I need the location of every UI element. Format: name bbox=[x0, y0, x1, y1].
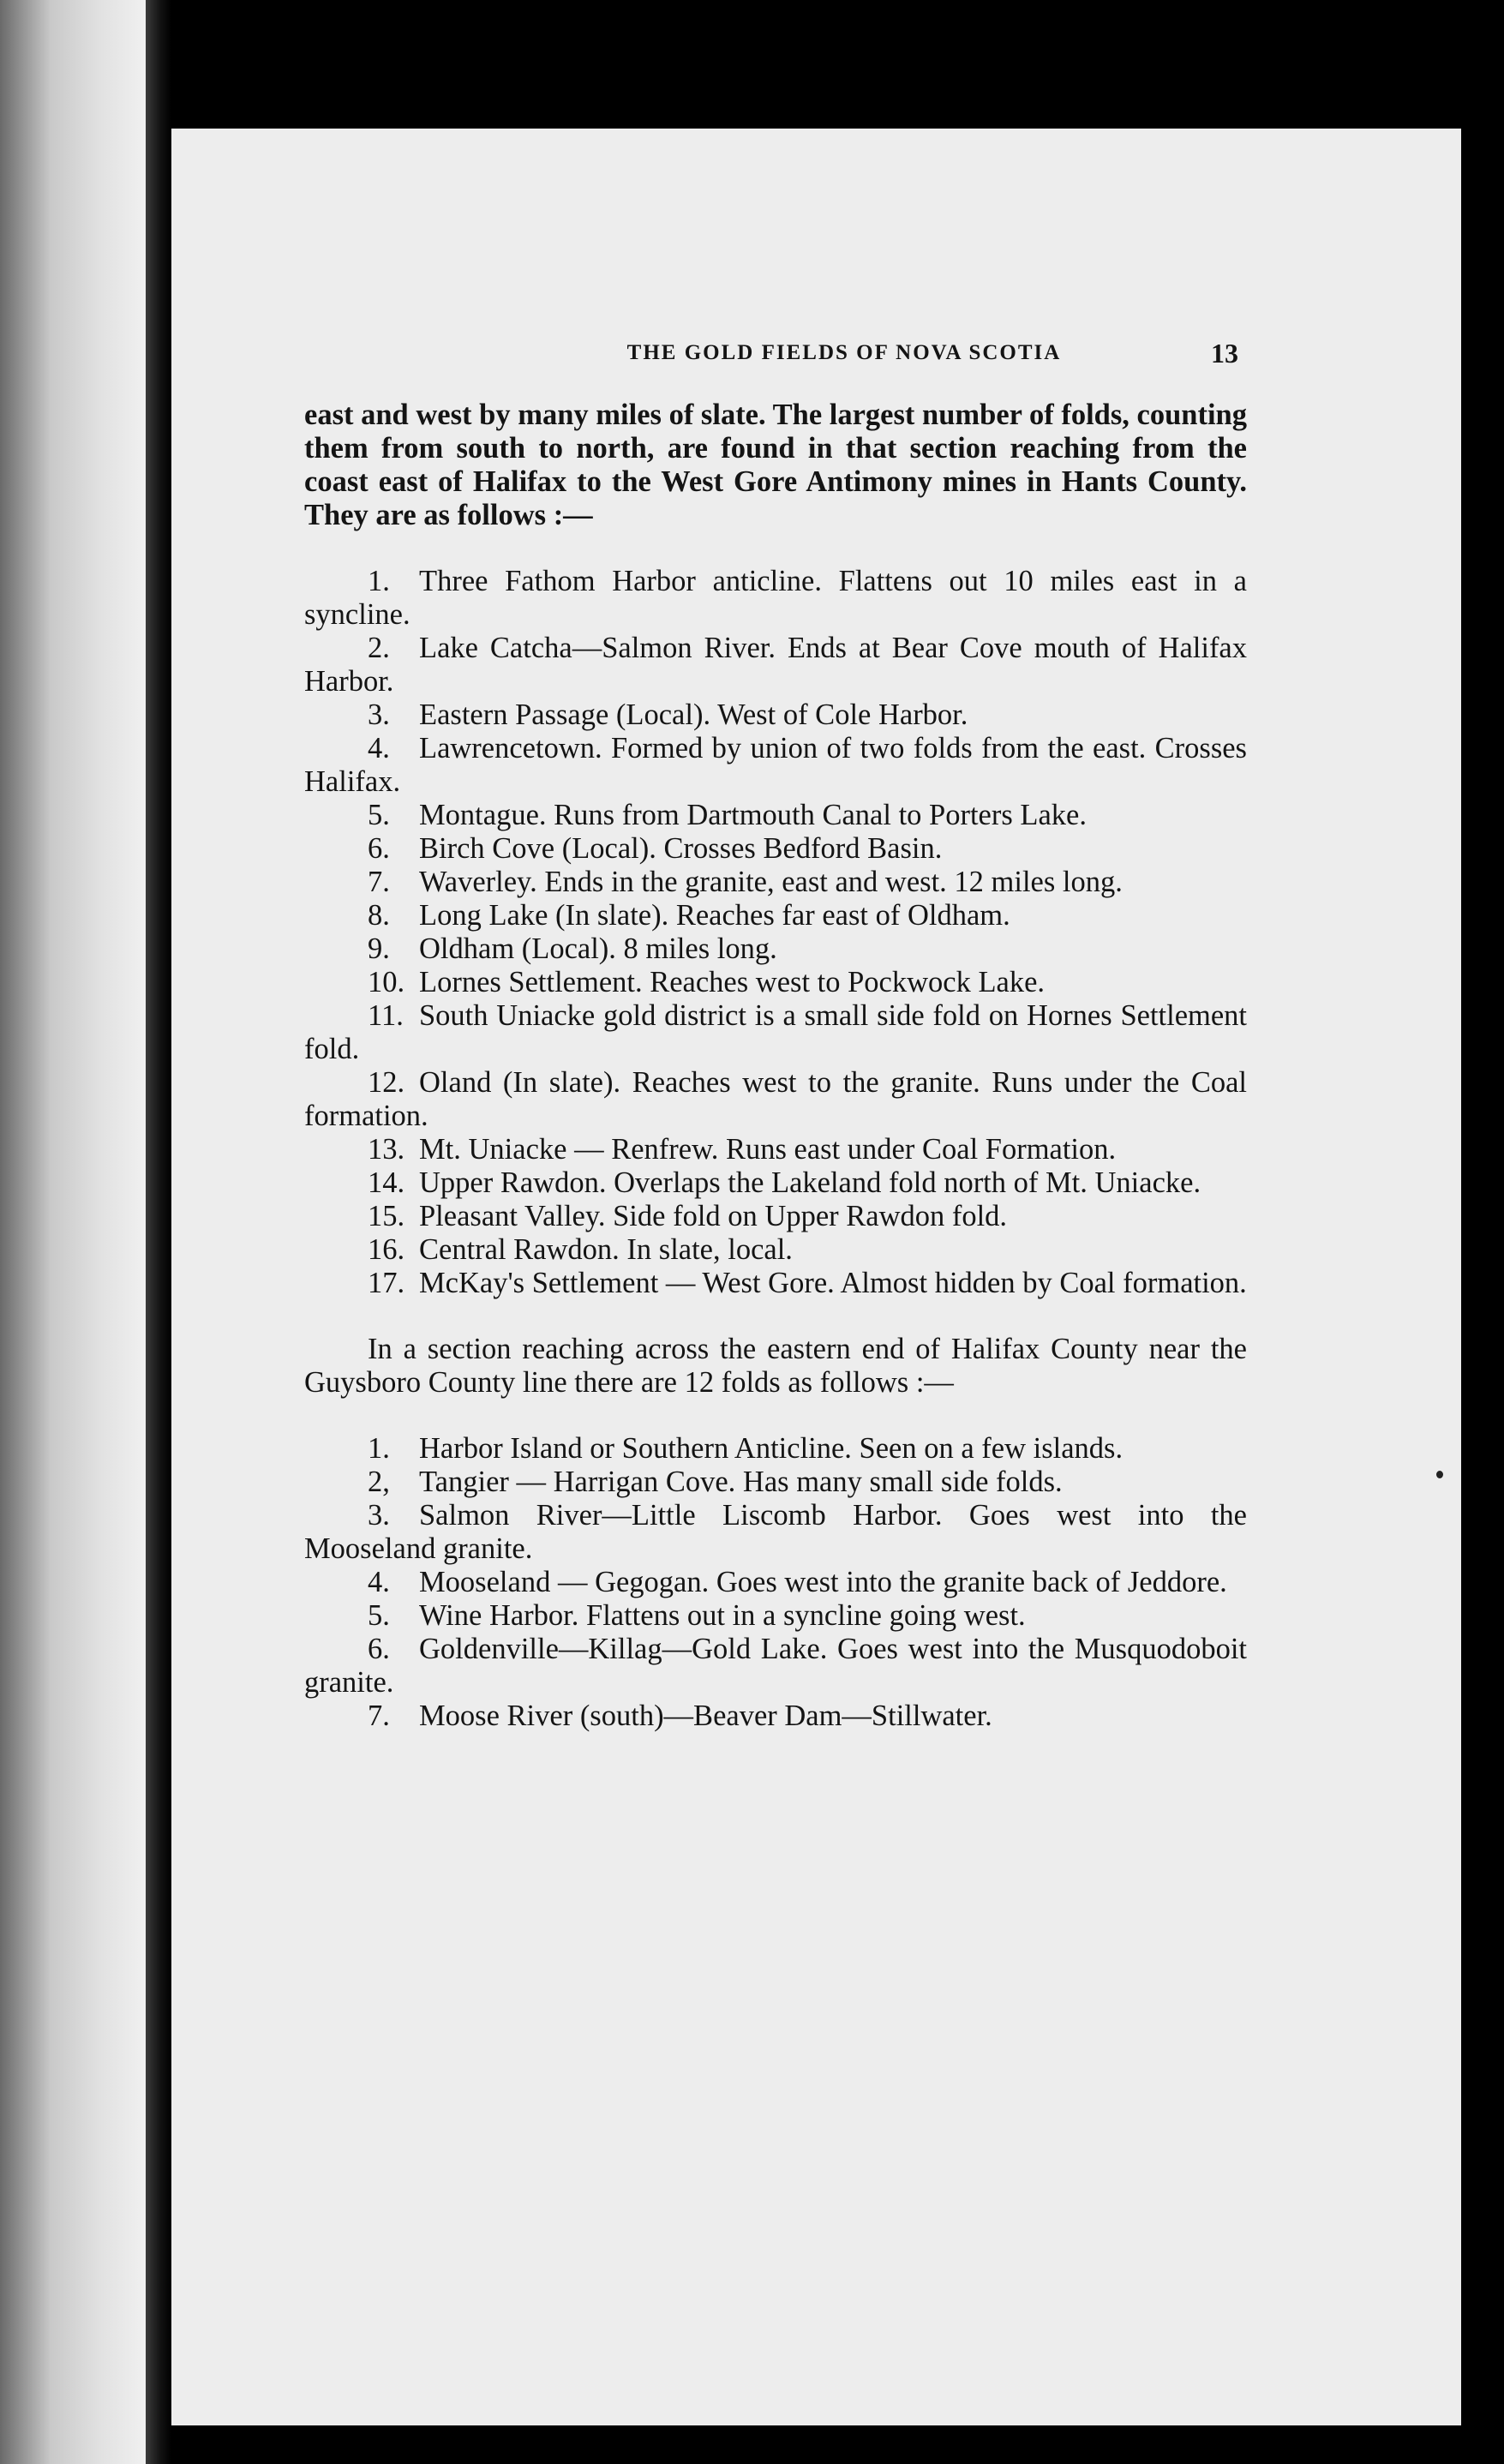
list-item bbox=[304, 1233, 1247, 1267]
item-number: 4. bbox=[368, 1566, 390, 1598]
book-gutter bbox=[146, 0, 171, 2464]
item-number: 13. bbox=[368, 1133, 405, 1166]
item-text: Long Lake (In slate). Reaches far east of Oldham. bbox=[419, 899, 1010, 932]
item-text: Waverley. Ends in the granite, east and west. 12 miles long. bbox=[419, 866, 1123, 898]
item-number: 6. bbox=[368, 1633, 390, 1665]
list-item bbox=[304, 565, 1247, 632]
item-text: Upper Rawdon. Overlaps the Lakeland fold north of Mt. Uniacke. bbox=[419, 1166, 1201, 1199]
margin-speck bbox=[1436, 1471, 1443, 1478]
item-number: 4. bbox=[368, 732, 390, 764]
item-text: Tangier — Harrigan Cove. Has many small side folds. bbox=[419, 1466, 1063, 1498]
item-number: 5. bbox=[368, 1599, 390, 1632]
item-text: Eastern Passage (Local). West of Cole Harbor. bbox=[419, 698, 968, 731]
list-item bbox=[304, 1267, 1247, 1300]
item-text: Salmon River—Little Liscomb Harbor. Goes west into the Mooseland granite. bbox=[304, 1499, 1247, 1565]
list-item bbox=[304, 999, 1247, 1066]
item-number: 7. bbox=[368, 1700, 390, 1732]
item-number: 10. bbox=[368, 966, 405, 998]
item-text: Lawrencetown. Formed by union of two folds from the east. Crosses Halifax. bbox=[304, 732, 1247, 798]
running-title: THE GOLD FIELDS OF NOVA SCOTIA bbox=[626, 341, 1062, 364]
list-item bbox=[304, 732, 1247, 799]
item-number: 5. bbox=[368, 799, 390, 831]
item-number: 17. bbox=[368, 1267, 405, 1299]
list-item bbox=[304, 1466, 1247, 1499]
list-item bbox=[304, 966, 1247, 999]
item-text: Three Fathom Harbor anticline. Flattens out 10 miles east in a syncline. bbox=[304, 565, 1247, 631]
list-item bbox=[304, 899, 1247, 932]
fold-list-eastern-halifax bbox=[304, 1432, 1247, 1733]
list-item bbox=[304, 799, 1247, 832]
item-number: 1. bbox=[368, 1432, 390, 1465]
item-text: Birch Cove (Local). Crosses Bedford Basin. bbox=[419, 832, 943, 865]
second-section-paragraph: In a section reaching across the eastern end of Halifax County near the Guysboro County line there are 12 folds as follows :— bbox=[304, 1333, 1247, 1399]
list-item bbox=[304, 632, 1247, 698]
adjacent-page-edge bbox=[0, 0, 146, 2464]
item-number: 14. bbox=[368, 1166, 405, 1199]
item-text: Oland (In slate). Reaches west to the granite. Runs under the Coal formation. bbox=[304, 1066, 1247, 1132]
item-text: Mt. Uniacke — Renfrew. Runs east under Coal Formation. bbox=[419, 1133, 1117, 1166]
item-number: 3. bbox=[368, 1499, 390, 1532]
item-text: Lake Catcha—Salmon River. Ends at Bear Cove mouth of Halifax Harbor. bbox=[304, 632, 1247, 698]
fold-list-halifax-hants bbox=[304, 565, 1247, 1300]
page-number: 13 bbox=[1211, 338, 1238, 369]
item-number: 11. bbox=[368, 999, 404, 1032]
item-number: 7. bbox=[368, 866, 390, 898]
item-text: Moose River (south)—Beaver Dam—Stillwater. bbox=[419, 1700, 992, 1732]
intro-paragraph: east and west by many miles of slate. The largest number of folds, counting them from south to north, are found in that section reaching from the coast east of Halifax to the West Gore Antimony mines in Hants County. They are as follows :— bbox=[304, 399, 1247, 531]
list-item bbox=[304, 1700, 1247, 1733]
list-item bbox=[304, 1566, 1247, 1599]
item-number: 3. bbox=[368, 698, 390, 731]
item-number: 15. bbox=[368, 1200, 405, 1232]
item-number: 8. bbox=[368, 899, 390, 932]
list-item bbox=[304, 1133, 1247, 1166]
item-number: 12. bbox=[368, 1066, 405, 1099]
item-number: 6. bbox=[368, 832, 390, 865]
book-page bbox=[171, 129, 1461, 2425]
item-number: 9. bbox=[368, 932, 390, 965]
item-text: Montague. Runs from Dartmouth Canal to Porters Lake. bbox=[419, 799, 1087, 831]
item-text: McKay's Settlement — West Gore. Almost hidden by Coal formation. bbox=[419, 1267, 1247, 1299]
item-number: 2, bbox=[368, 1466, 390, 1498]
list-item bbox=[304, 866, 1247, 899]
item-text: Mooseland — Gegogan. Goes west into the granite back of Jeddore. bbox=[419, 1566, 1227, 1598]
page-body bbox=[304, 399, 1247, 1733]
item-text: Wine Harbor. Flattens out in a syncline going west. bbox=[419, 1599, 1026, 1632]
list-item bbox=[304, 1200, 1247, 1233]
list-item bbox=[304, 1599, 1247, 1633]
list-item bbox=[304, 1166, 1247, 1200]
page-header bbox=[171, 338, 1461, 384]
list-item bbox=[304, 698, 1247, 732]
list-item bbox=[304, 932, 1247, 966]
list-item bbox=[304, 1633, 1247, 1700]
list-item bbox=[304, 832, 1247, 866]
item-number: 16. bbox=[368, 1233, 405, 1266]
item-text: Lornes Settlement. Reaches west to Pockwock Lake. bbox=[419, 966, 1046, 998]
item-number: 1. bbox=[368, 565, 390, 597]
item-text: Central Rawdon. In slate, local. bbox=[419, 1233, 793, 1266]
item-text: Pleasant Valley. Side fold on Upper Rawdon fold. bbox=[419, 1200, 1008, 1232]
item-text: Harbor Island or Southern Anticline. Seen on a few islands. bbox=[419, 1432, 1124, 1465]
item-text: Oldham (Local). 8 miles long. bbox=[419, 932, 777, 965]
list-item bbox=[304, 1499, 1247, 1566]
item-text: South Uniacke gold district is a small side fold on Hornes Settlement fold. bbox=[304, 999, 1247, 1065]
item-text: Goldenville—Killag—Gold Lake. Goes west into the Musquodoboit granite. bbox=[304, 1633, 1247, 1699]
item-number: 2. bbox=[368, 632, 390, 664]
list-item bbox=[304, 1432, 1247, 1466]
list-item bbox=[304, 1066, 1247, 1133]
